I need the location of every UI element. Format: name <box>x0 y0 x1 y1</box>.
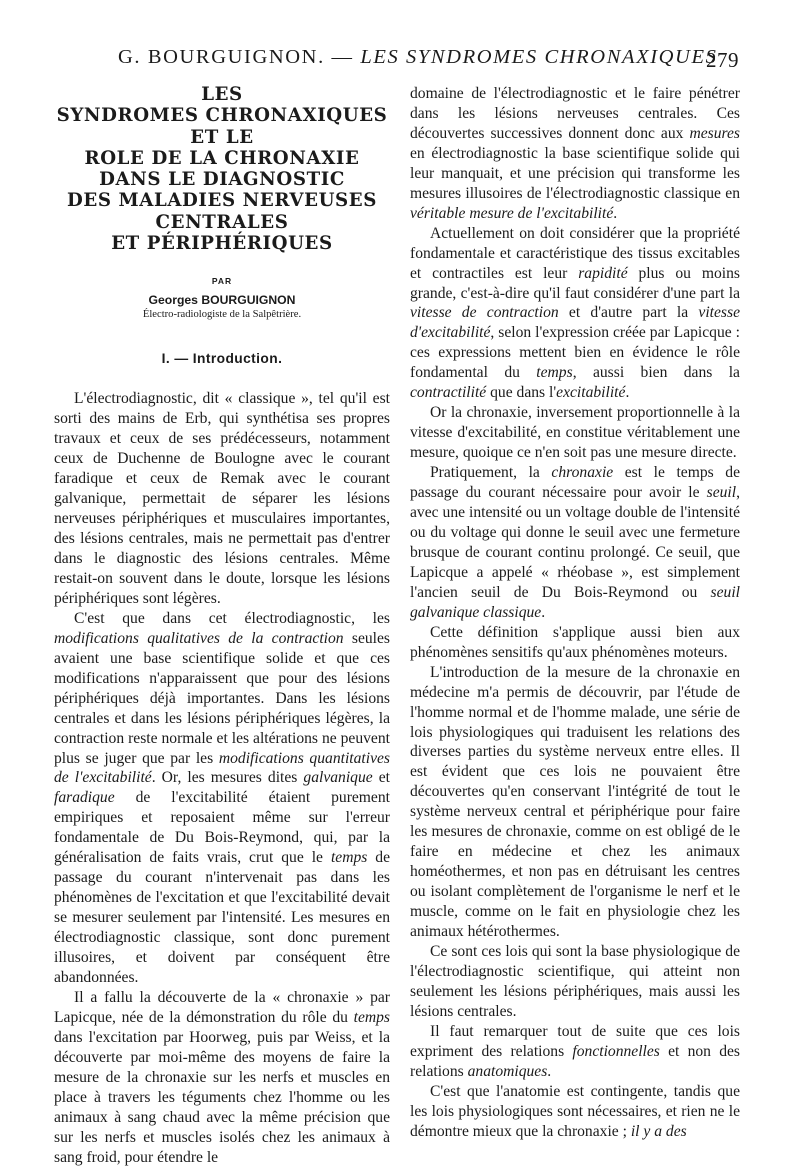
paragraph-text: . <box>541 603 546 621</box>
paragraph <box>410 623 740 663</box>
title-line: SYNDROMES CHRONAXIQUES <box>56 105 388 127</box>
paragraph-text: domaine de l'électrodiagnostic et le faire pénétrer dans les lésions nerveuses centrales. Ces découvertes successives donnent donc aux <box>410 85 740 142</box>
emphasis: modifications qualitatives de la contraction <box>54 629 344 647</box>
paragraph-text: Cette définition s'applique aussi bien aux phénomènes sensitifs qu'aux phénomènes moteurs. <box>410 623 740 661</box>
title-line: ET PÉRIPHÉRIQUES <box>111 233 333 255</box>
emphasis: contractilité <box>410 384 487 402</box>
emphasis: seuil galvanique classique <box>410 583 740 621</box>
paragraph-text: C'est que l'anatomie est contingente, tandis que les lois physiologiques sont nécessaires, et rien ne le démontre mieux que la chronaxie ; <box>410 1082 740 1140</box>
paragraph-text: L'introduction de la mesure de la chronaxie en médecine m'a permis de découvrir, par l'étude de l'homme normal et de l'homme malade, une série de lois physiologiques qui traduisent les relations des diverses parties du système nerveux entre elles. Il est évident que ces lois ne pouvaient être découvertes qu'en conservant l'intégrité de tout le système nerveux central et périphérique pour faire les mesures de chronaxie, comme on est obligé de le faire en médecine et chez les animaux homéothermes, et non pas en détruisant les centres ou isolant complètement de l'organisme le nerf et le muscle, comme on le fait en physiologie chez les animaux hétérothermes. <box>410 663 740 941</box>
left-column <box>54 84 390 1168</box>
paragraph-text: Actuellement on doit considérer que la propriété fondamentale et caractéristique des tissus excitables et contractiles est leur <box>410 224 740 282</box>
emphasis: modifications quantitatives de l'excitabilité <box>54 749 390 787</box>
emphasis: excitabilité <box>556 384 626 402</box>
title-line: ET LE <box>190 126 254 148</box>
paragraph-text: et <box>372 769 390 787</box>
emphasis: galvanique <box>303 769 373 787</box>
emphasis: mesures <box>689 124 740 142</box>
paragraph <box>410 224 740 404</box>
par-label: PAR <box>211 276 233 287</box>
paragraph-text: Or la chronaxie, inversement proportionnelle à la vitesse d'excitabilité, en constitue véritablement une mesure, quoique ce n'en soit pas une mesure directe. <box>410 404 740 462</box>
emphasis: vitesse de contraction <box>410 304 559 322</box>
paragraph <box>54 988 390 1168</box>
paragraph-text: et non des relations <box>410 1042 740 1080</box>
paragraph-text: seules avaient une base scientifique solide et que ces modifications n'apparaissent que pour des lésions périphériques déjà importantes. Dans les lésions centrales et dans les lésions périphériques légères, la contraction reste normale et les altérations ne peuvent plus se juger que par les <box>54 629 390 767</box>
emphasis: vitesse d'excitabilité <box>410 304 740 342</box>
right-column <box>410 84 740 1142</box>
paragraph-text: . Or, les mesures dites <box>151 769 304 787</box>
emphasis: temps <box>330 849 368 867</box>
paragraph-text: C'est que dans cet électrodiagnostic, les <box>74 609 390 627</box>
paragraph <box>54 389 390 608</box>
page-number: 279 <box>706 48 739 72</box>
emphasis: véritable mesure de l'excitabilité <box>410 204 614 222</box>
emphasis: faradique <box>54 789 115 807</box>
paragraph <box>410 84 740 224</box>
article-title <box>54 84 390 254</box>
running-head-title <box>118 46 717 69</box>
paragraph-text: en électrodiagnostic la base scientifique solide qui leur manquait, et une précision qui transforme les mesures illusoires de l'électrodiagnostic classique en <box>410 144 740 202</box>
emphasis: chronaxie <box>551 464 614 482</box>
title-line: DANS LE DIAGNOSTIC <box>99 169 345 191</box>
paragraph-text: Ce sont ces lois qui sont la base physiologique de l'électrodiagnostic scientifique, qui atteint non seulement les lésions périphériques, mais aussi les lésions centrales. <box>410 942 740 1020</box>
running-head-author: G. BOURGUIGNON. — <box>118 46 354 68</box>
emphasis: temps <box>536 364 573 382</box>
paragraph-text: de l'excitabilité étaient purement empiriques et reposaient même sur l'erreur fondamentale de Du Bois-Reymond, qui, par la généralisation de faits vrais, crut que le <box>54 789 390 867</box>
paragraph-text: . <box>613 204 618 222</box>
paragraph <box>410 1082 740 1142</box>
section-heading: I. — Introduction. <box>161 351 283 367</box>
paragraph-text: . <box>625 384 630 402</box>
paragraph-text: , aussi bien dans la <box>572 364 740 382</box>
title-line: CENTRALES <box>155 211 289 233</box>
paragraph-text: plus ou moins grande, c'est-à-dire qu'il faut considérer d'une part la <box>410 264 740 302</box>
author-affiliation: Électro-radiologiste de la Salpêtrière. <box>142 309 302 321</box>
paragraph <box>410 1022 740 1082</box>
paragraph-text: L'électrodiagnostic, dit « classique », tel qu'il est sorti des mains de Erb, qui synthétisa ses propres travaux et ceux de ses prédécesseurs, notamment ceux de Duchenne de Boulogne avec le courant faradique et ceux de Remak avec le courant galvanique, permettait de séparer les lésions nerveuses périphériques et musculaires importantes, des lésions centrales, mais ne permettait pas d'entrer dans le diagnostic des lésions centrales. Même restait-on souvent dans le doute, lorsque les lésions périphériques sont légères. <box>54 390 390 607</box>
emphasis: fonctionnelles <box>572 1042 660 1060</box>
paragraph <box>410 663 740 942</box>
running-head <box>0 46 800 80</box>
emphasis: seuil <box>706 484 737 502</box>
emphasis: anatomiques <box>467 1062 548 1080</box>
paragraph-text: . <box>547 1062 552 1080</box>
running-head-article-title: LES SYNDROMES CHRONAXIQUES <box>360 46 718 68</box>
paragraph <box>410 403 740 463</box>
emphasis: temps <box>353 1008 390 1026</box>
paragraph-text: Pratiquement, la <box>430 464 552 482</box>
paragraph <box>410 942 740 1022</box>
author-name: Georges BOURGUIGNON <box>148 293 296 308</box>
paragraph <box>54 609 390 988</box>
paragraph-text: est le temps de passage du courant nécessaire pour avoir le <box>410 464 740 502</box>
paragraph-text: , avec une intensité ou un voltage double de l'intensité ou du voltage qui donne le seuil avec une fermeture brusque de courant continu prolongé. Ce seuil, que Lapicque a appelé « rhéobase », est simplement l'ancien seuil de Du Bois-Reymond ou <box>410 484 740 601</box>
paragraph-text: dans l'excitation par Hoorweg, puis par Weiss, et la découverte par moi-même des moyens de faire la mesure de la chronaxie sur les nerfs et muscles en place à travers les téguments chez l'homme ou les animaux à sang chaud avec la même précision que sur les nerfs et muscles isolés chez les animaux à sang froid, pour étendre le <box>54 1028 390 1166</box>
title-line: DES MALADIES NERVEUSES <box>67 190 377 212</box>
emphasis: rapidité <box>578 264 628 282</box>
paragraph-text: , selon l'expression créée par Lapicque : ces expressions mettent bien en évidence le rôle fondamental du <box>410 324 740 382</box>
title-line: ROLE DE LA CHRONAXIE <box>84 147 360 169</box>
paragraph-text: et d'autre part la <box>558 304 699 322</box>
paragraph-text: que dans l' <box>486 384 557 402</box>
paragraph <box>410 463 740 623</box>
paragraph-text: Il a fallu la découverte de la « chronaxie » par Lapicque, née de la démonstration du rôle du <box>54 988 390 1026</box>
paragraph-text: Il faut remarquer tout de suite que ces lois expriment des relations <box>410 1022 740 1060</box>
title-line: LES <box>201 84 243 105</box>
paragraph-text: de passage du courant n'intervenait pas dans les phénomènes de l'excitation et que l'excitabilité devait se mesurer seulement par l'intensité. Les mesures en électrodiagnostic classique, sont donc purement illusoires, et doivent par conséquent être abandonnées. <box>54 849 390 987</box>
emphasis: il y a des <box>630 1122 687 1140</box>
